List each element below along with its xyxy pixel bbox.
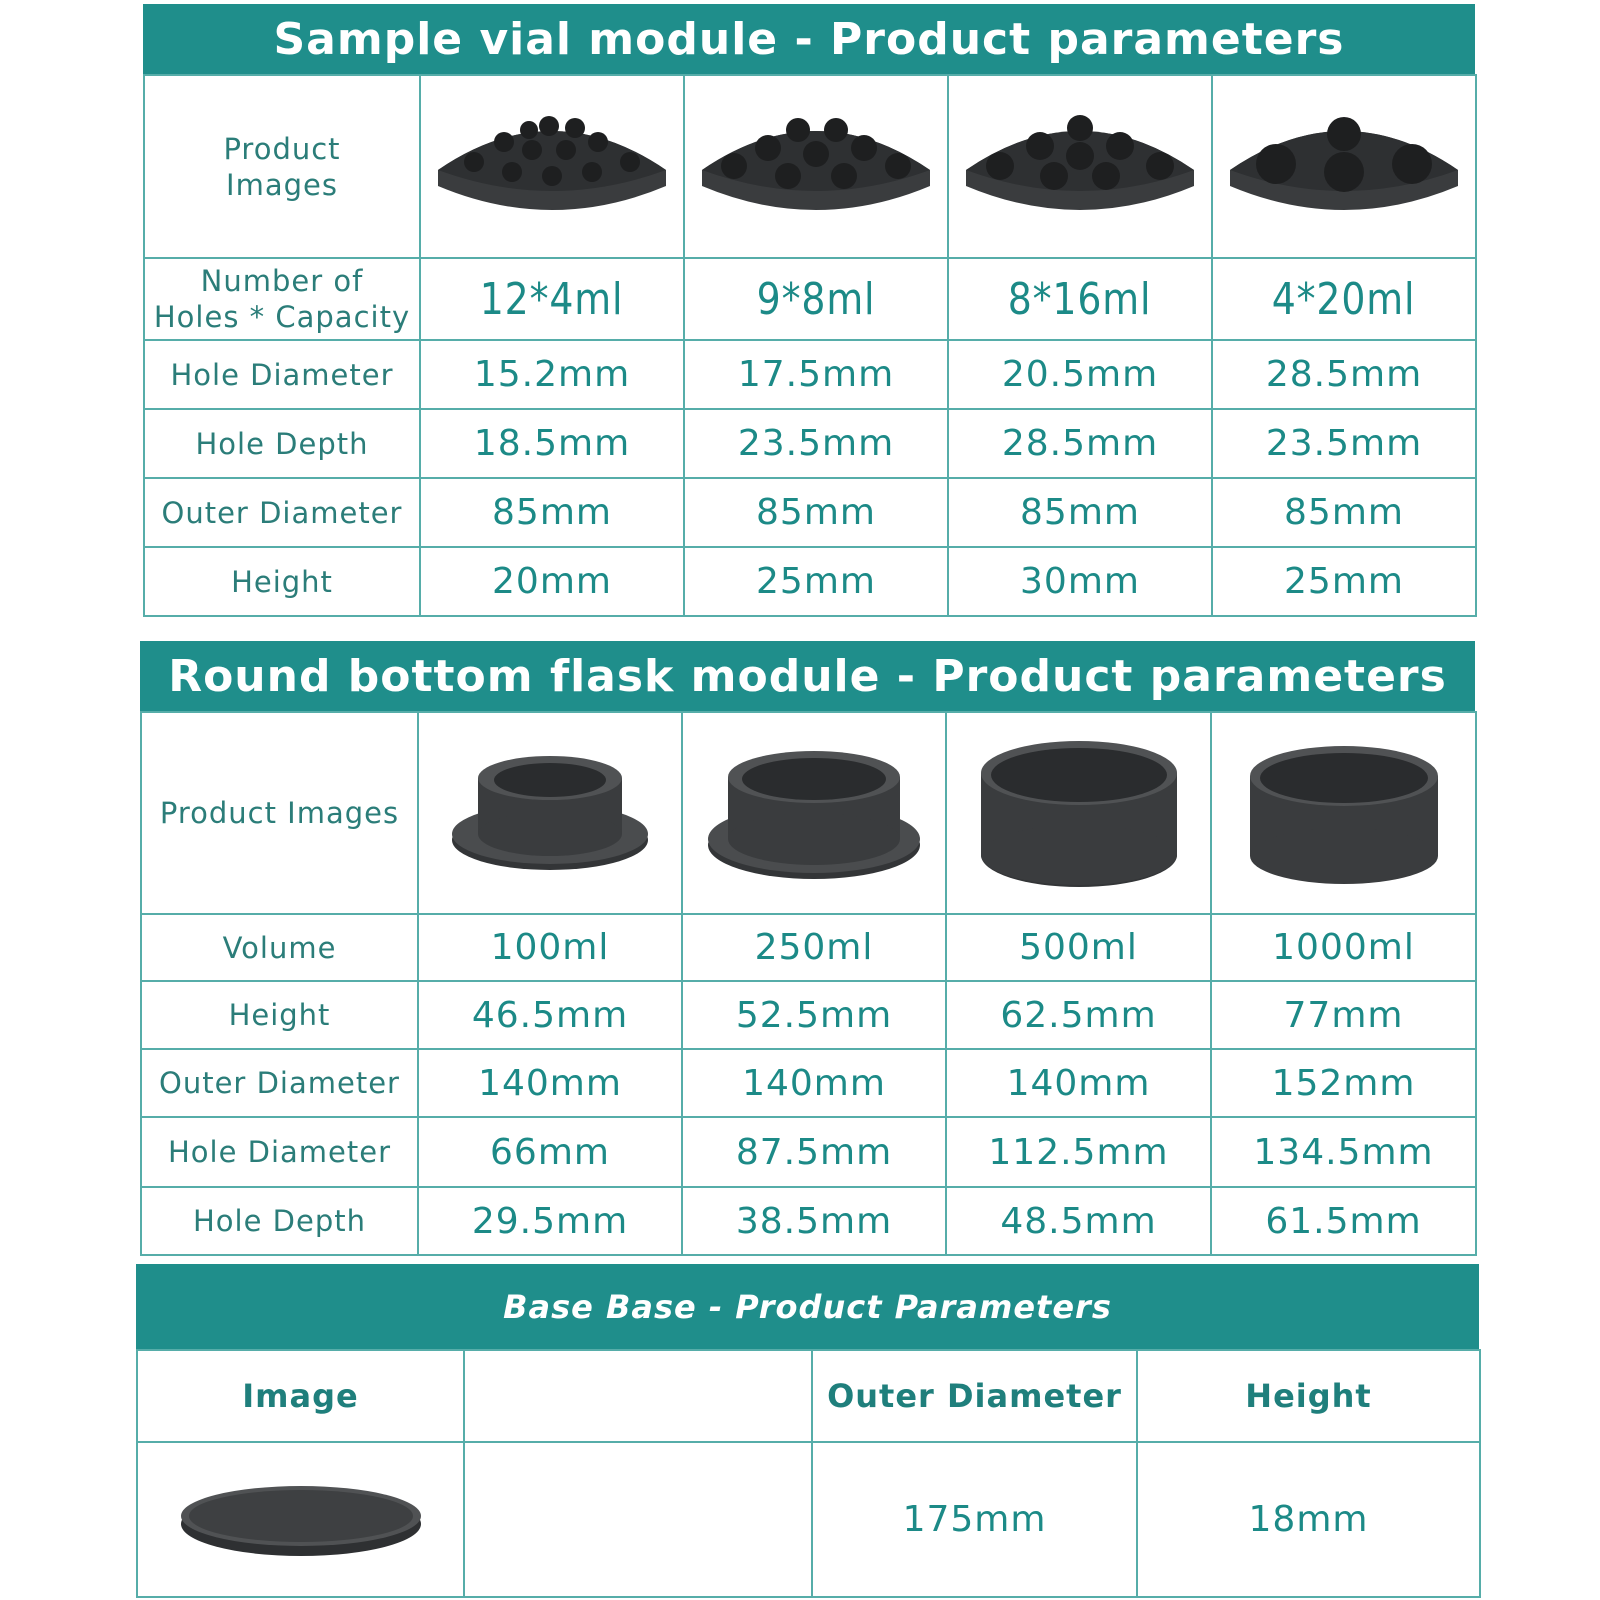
flask-outer-diameter-1: 140mm	[418, 1049, 682, 1117]
base-blank-cell	[464, 1442, 812, 1597]
row-label-hole-depth: Hole Depth	[141, 1187, 418, 1255]
flask-height-2: 52.5mm	[682, 981, 946, 1049]
flask-image-100ml	[418, 712, 682, 914]
volume-4: 1000ml	[1211, 914, 1476, 981]
flask-hole-diameter-4: 134.5mm	[1211, 1117, 1476, 1187]
flask-module-table	[140, 711, 1477, 1256]
row-label-hole-depth: Hole Depth	[144, 409, 420, 478]
flask-hole-depth-1: 29.5mm	[418, 1187, 682, 1255]
flask-image-500ml	[946, 712, 1211, 914]
hole-depth-1: 18.5mm	[420, 409, 684, 478]
flask-hole-diameter-2: 87.5mm	[682, 1117, 946, 1187]
height-2: 25mm	[684, 547, 948, 616]
outer-diameter-2: 85mm	[684, 478, 948, 547]
vial-module-title: Sample vial module - Product parameters	[143, 4, 1475, 74]
vial-image-12-holes	[420, 75, 684, 258]
flask-module-title: Round bottom flask module - Product parameters	[140, 641, 1475, 711]
table-row	[141, 914, 1476, 981]
row-label-height: Height	[141, 981, 418, 1049]
vial-rack-4-image	[1226, 112, 1462, 222]
height-1: 20mm	[420, 547, 684, 616]
base-table	[136, 1349, 1481, 1598]
table-row	[137, 1350, 1480, 1442]
flask-height-4: 77mm	[1211, 981, 1476, 1049]
row-label-hole-diameter: Hole Diameter	[144, 340, 420, 409]
base-header-height: Height	[1137, 1350, 1480, 1442]
holes-capacity-4: 4*20ml	[1212, 258, 1476, 340]
flask-hole-diameter-1: 66mm	[418, 1117, 682, 1187]
hole-diameter-1: 15.2mm	[420, 340, 684, 409]
table-row	[144, 409, 1476, 478]
row-label-product-images: Product Images	[144, 75, 420, 258]
base-outer-diameter: 175mm	[812, 1442, 1137, 1597]
vial-rack-8-image	[962, 112, 1198, 222]
hole-depth-4: 23.5mm	[1212, 409, 1476, 478]
table-row	[141, 712, 1476, 914]
vial-rack-12-image	[434, 112, 670, 222]
row-label-hole-diameter: Hole Diameter	[141, 1117, 418, 1187]
flask-outer-diameter-4: 152mm	[1211, 1049, 1476, 1117]
row-label-height: Height	[144, 547, 420, 616]
holes-capacity-1: 12*4ml	[420, 258, 684, 340]
row-label-outer-diameter: Outer Diameter	[144, 478, 420, 547]
base-height: 18mm	[1137, 1442, 1480, 1597]
vial-image-8-holes	[948, 75, 1212, 258]
hole-depth-3: 28.5mm	[948, 409, 1212, 478]
table-row	[144, 258, 1476, 340]
flask-holder-100ml-image	[450, 748, 650, 878]
holes-capacity-3: 8*16ml	[948, 258, 1212, 340]
outer-diameter-1: 85mm	[420, 478, 684, 547]
volume-2: 250ml	[682, 914, 946, 981]
table-row	[141, 1187, 1476, 1255]
flask-image-250ml	[682, 712, 946, 914]
table-row	[144, 547, 1476, 616]
hole-diameter-4: 28.5mm	[1212, 340, 1476, 409]
hole-depth-2: 23.5mm	[684, 409, 948, 478]
flask-hole-diameter-3: 112.5mm	[946, 1117, 1211, 1187]
flask-height-3: 62.5mm	[946, 981, 1211, 1049]
base-header-outer-diameter: Outer Diameter	[812, 1350, 1137, 1442]
flask-holder-500ml-image	[974, 733, 1184, 893]
row-label-outer-diameter: Outer Diameter	[141, 1049, 418, 1117]
table-row	[141, 981, 1476, 1049]
flask-holder-1000ml-image	[1244, 738, 1444, 888]
table-row	[144, 75, 1476, 258]
base-header-image: Image	[137, 1350, 464, 1442]
vial-module-table	[143, 74, 1477, 617]
height-4: 25mm	[1212, 547, 1476, 616]
row-label-volume: Volume	[141, 914, 418, 981]
height-3: 30mm	[948, 547, 1212, 616]
table-row	[144, 340, 1476, 409]
flask-image-1000ml	[1211, 712, 1476, 914]
row-label-holes-capacity: Number of Holes * Capacity	[144, 258, 420, 340]
vial-image-4-holes	[1212, 75, 1476, 258]
base-image-cell	[137, 1442, 464, 1597]
volume-3: 500ml	[946, 914, 1211, 981]
vial-rack-9-image	[698, 112, 934, 222]
flask-hole-depth-3: 48.5mm	[946, 1187, 1211, 1255]
flask-hole-depth-2: 38.5mm	[682, 1187, 946, 1255]
table-row	[137, 1442, 1480, 1597]
table-row	[141, 1117, 1476, 1187]
flask-outer-diameter-3: 140mm	[946, 1049, 1211, 1117]
flask-hole-depth-4: 61.5mm	[1211, 1187, 1476, 1255]
outer-diameter-3: 85mm	[948, 478, 1212, 547]
row-label-product-images: Product Images	[141, 712, 418, 914]
table-row	[141, 1049, 1476, 1117]
base-plate-image	[179, 1480, 423, 1560]
base-header-blank	[464, 1350, 812, 1442]
flask-height-1: 46.5mm	[418, 981, 682, 1049]
hole-diameter-2: 17.5mm	[684, 340, 948, 409]
flask-holder-250ml-image	[704, 741, 924, 886]
hole-diameter-3: 20.5mm	[948, 340, 1212, 409]
vial-image-9-holes	[684, 75, 948, 258]
outer-diameter-4: 85mm	[1212, 478, 1476, 547]
volume-1: 100ml	[418, 914, 682, 981]
table-row	[144, 478, 1476, 547]
flask-outer-diameter-2: 140mm	[682, 1049, 946, 1117]
base-title: Base Base - Product Parameters	[136, 1264, 1479, 1349]
holes-capacity-2: 9*8ml	[684, 258, 948, 340]
